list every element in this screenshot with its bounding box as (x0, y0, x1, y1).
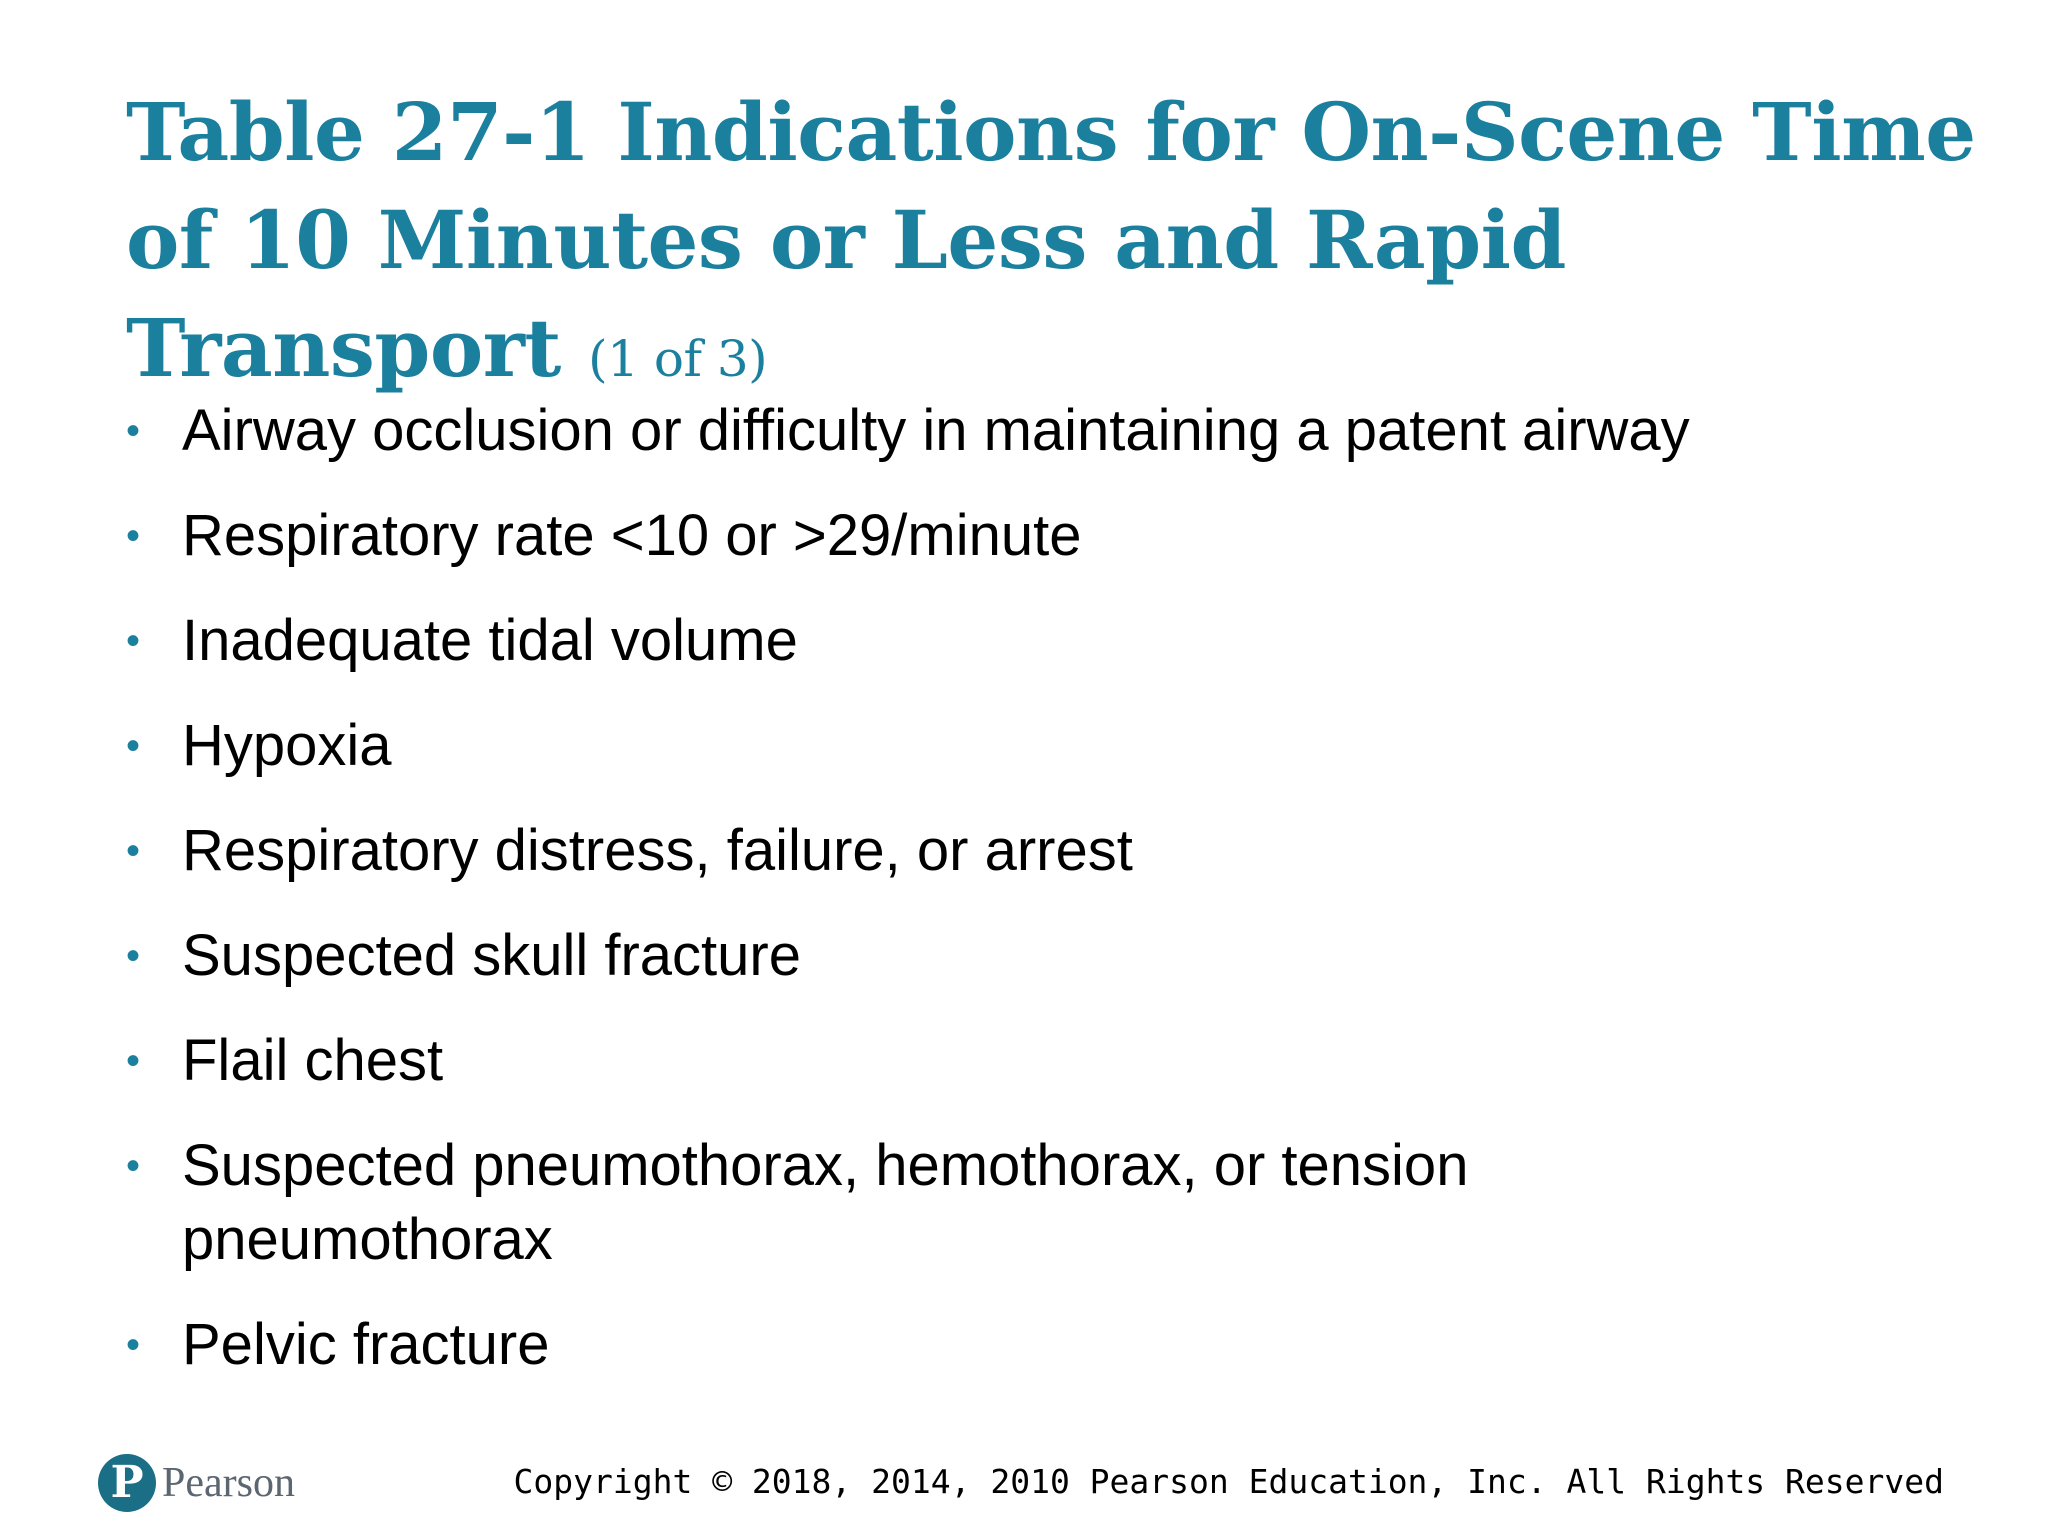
bullet-icon: • (126, 409, 141, 453)
copyright-notice: Copyright © 2018, 2014, 2010 Pearson Education, Inc. All Rights Reserved (513, 1462, 1944, 1501)
slide-title-main: Table 27-1 Indications for On-Scene Time of 10 Minutes or Less and Rapid Transport (126, 85, 1976, 395)
bullet-icon: • (126, 514, 141, 558)
list-item-text: Inadequate tidal volume (182, 608, 798, 673)
slide-part-indicator: (1 of 3) (588, 330, 768, 388)
bullet-icon: • (126, 1323, 141, 1367)
list-item-text: Suspected pneumothorax, hemothorax, or tension pneumothorax (182, 1133, 1469, 1272)
list-item (126, 1024, 1926, 1098)
bullet-list (126, 394, 1926, 1413)
bullet-icon: • (126, 934, 141, 978)
list-item-text: Flail chest (182, 1028, 444, 1093)
list-item-text: Pelvic fracture (182, 1312, 550, 1377)
list-item (126, 814, 1926, 888)
list-item (126, 709, 1926, 783)
list-item-text: Respiratory rate <10 or >29/minute (182, 503, 1082, 568)
pearson-logo-wordmark: Pearson (162, 1460, 295, 1506)
list-item (126, 604, 1926, 678)
pearson-logo-icon: P (98, 1454, 156, 1512)
bullet-icon: • (126, 1144, 141, 1188)
list-item-text: Hypoxia (182, 713, 392, 778)
list-item (126, 1308, 1926, 1382)
bullet-icon: • (126, 724, 141, 768)
list-item-text: Respiratory distress, failure, or arrest (182, 818, 1133, 883)
list-item (126, 499, 1926, 573)
list-item (126, 394, 1926, 468)
list-item-text: Airway occlusion or difficulty in maintaining a patent airway (182, 398, 1690, 463)
pearson-logo (98, 1448, 295, 1518)
list-item (126, 919, 1926, 993)
bullet-icon: • (126, 619, 141, 663)
list-item-text: Suspected skull fracture (182, 923, 801, 988)
bullet-icon: • (126, 1039, 141, 1083)
bullet-icon: • (126, 829, 141, 873)
list-item (126, 1129, 1926, 1277)
slide-title (126, 78, 1986, 413)
